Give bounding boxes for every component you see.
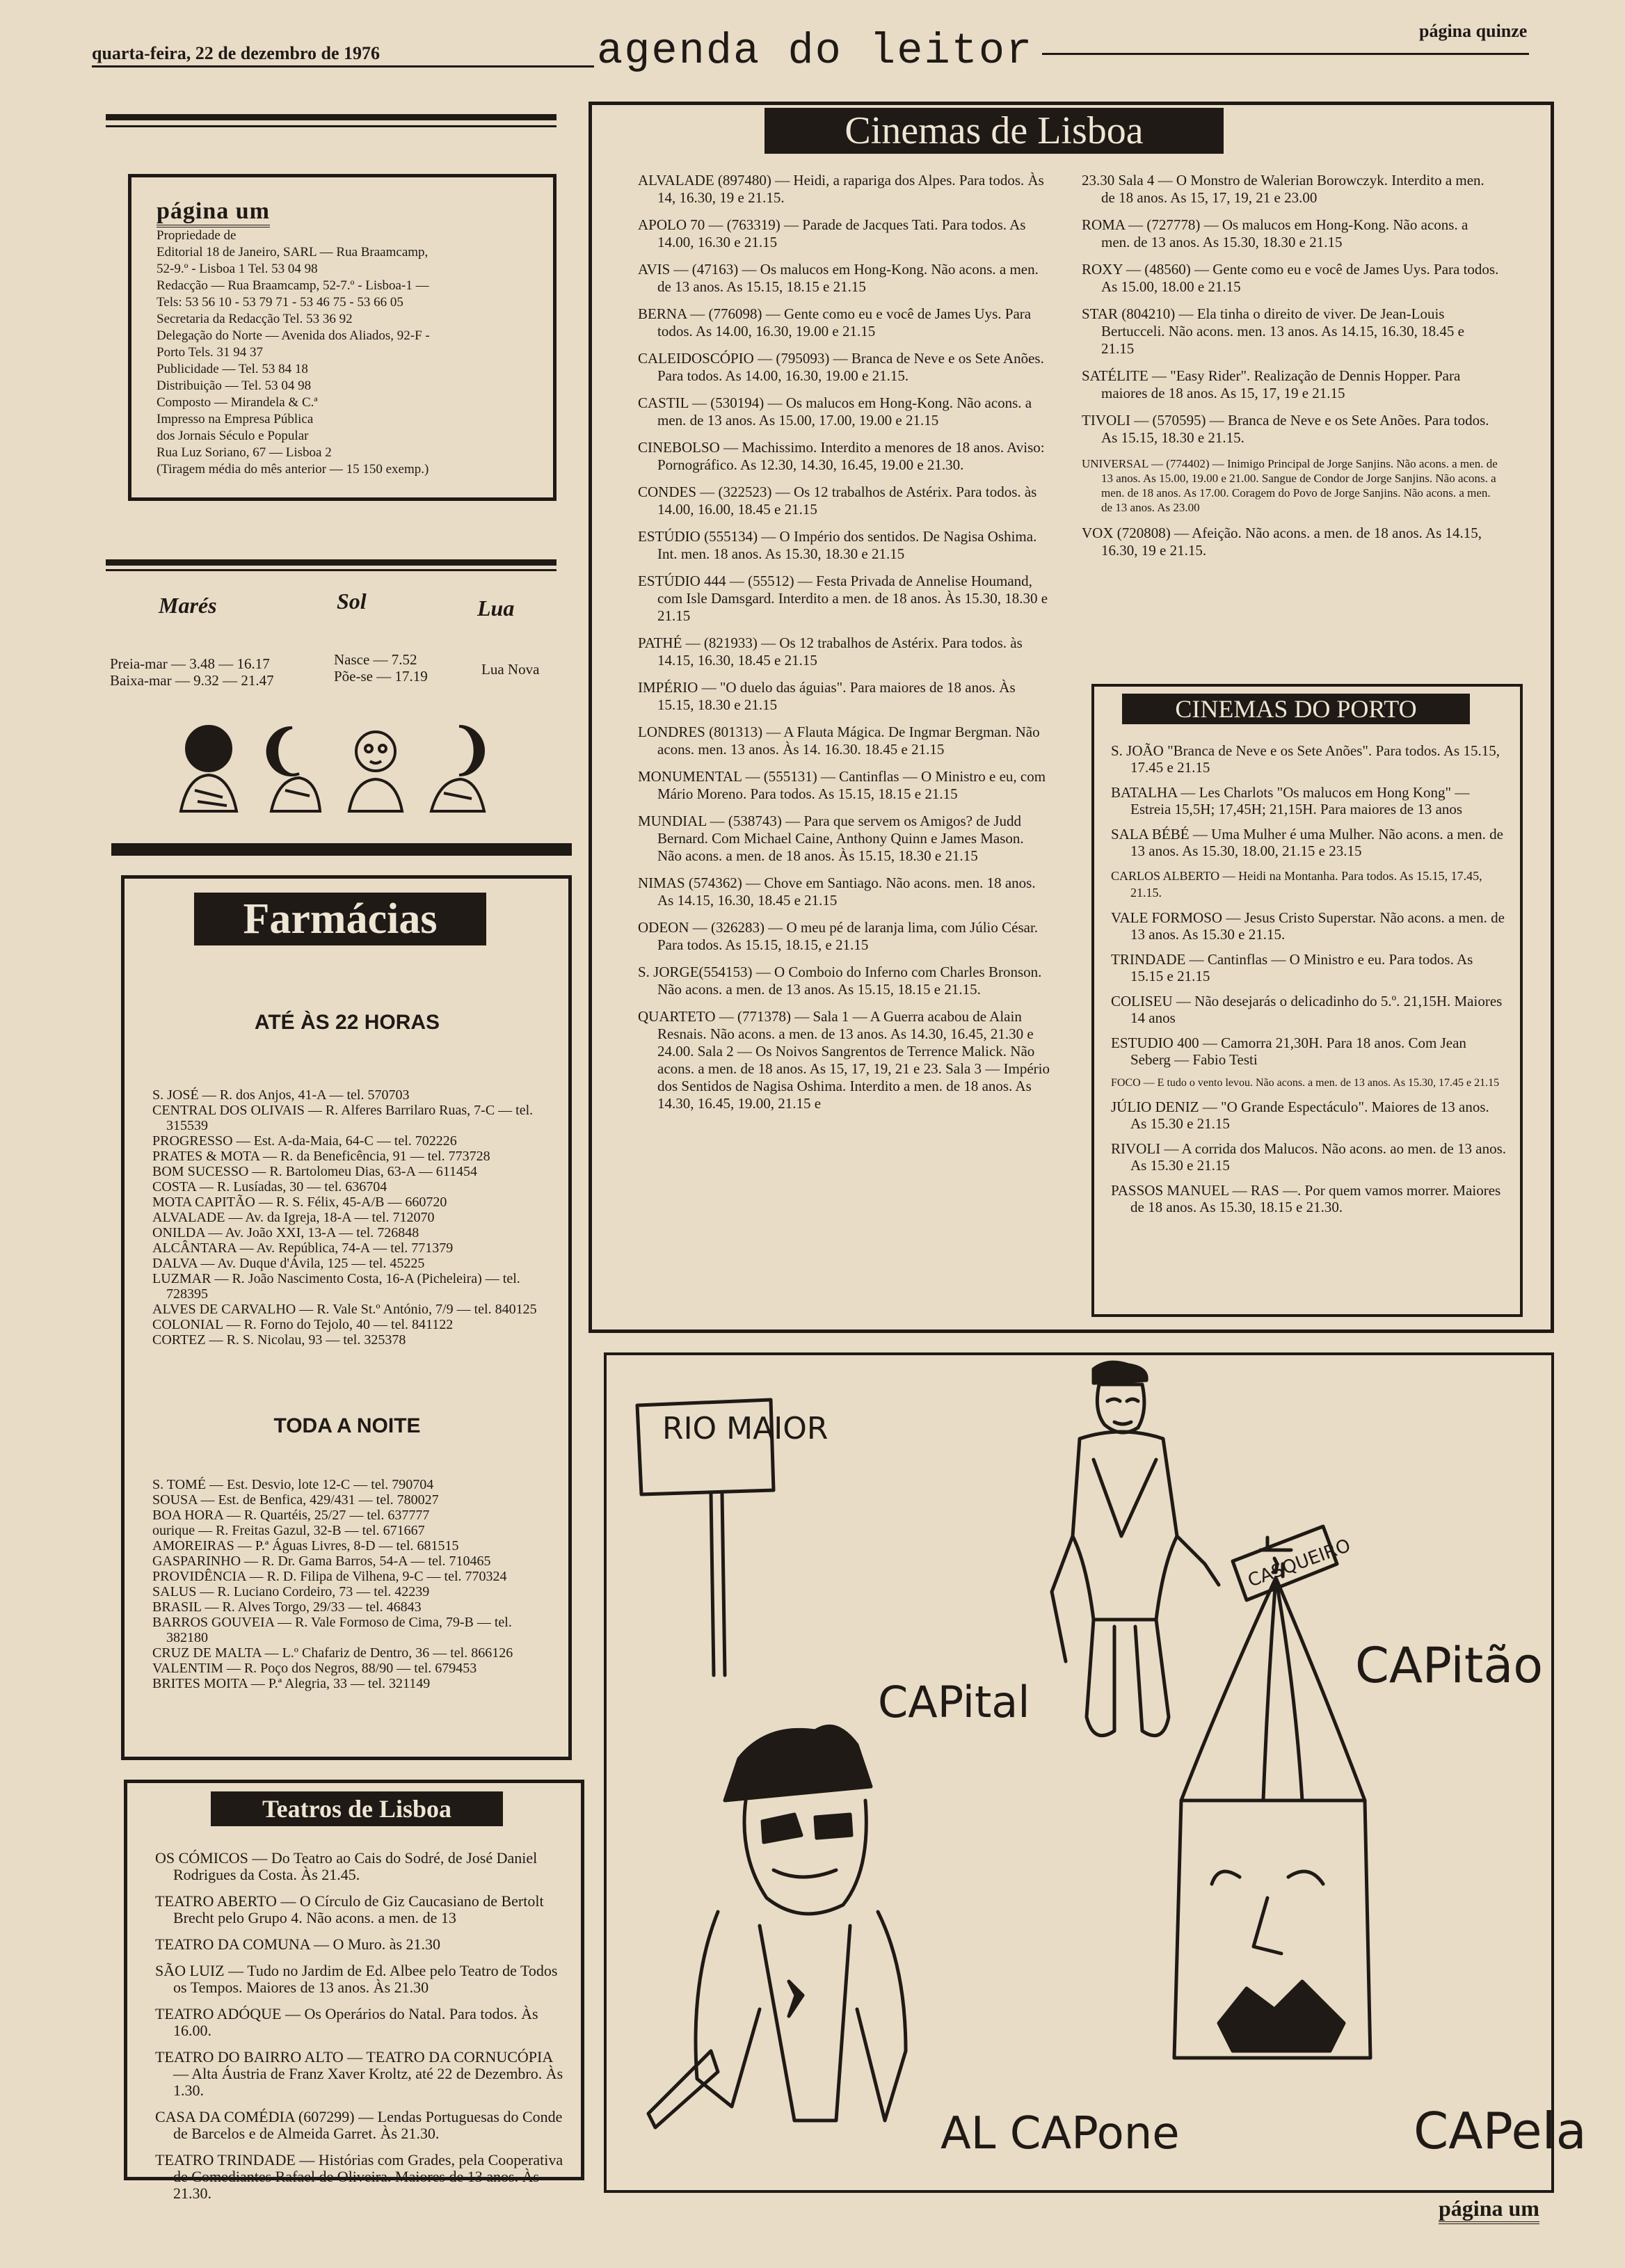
teatros-title: Teatros de Lisboa	[211, 1791, 503, 1826]
pharmacy-entry: CENTRAL DOS OLIVAIS — R. Alferes Barrilaro Ruas, 7-C — tel. 315539	[152, 1103, 534, 1133]
header-rule-right	[1042, 53, 1529, 55]
teatro-entry: TEATRO TRINDADE — Histórias com Grades, pela Cooperativa de Comediantes Rafael de Oliveira. Maiores de 13 anos. Às 21.30.	[155, 2151, 563, 2202]
masthead-rule-top-2	[106, 125, 557, 127]
pharmacy-entry: S. TOMÉ — Est. Desvio, lote 12-C — tel. 790704	[152, 1477, 434, 1492]
masthead-line: (Tiragem média do mês anterior — 15 150 exemp.)	[157, 462, 429, 477]
sun-times	[334, 651, 428, 685]
moon-figure-1	[181, 726, 237, 811]
pharmacy-entry: AMOREIRAS — P.ª Águas Livres, 8-D — tel. 681515	[152, 1538, 459, 1554]
masthead-line: Redacção — Rua Braamcamp, 52-7.º - Lisboa-1 —	[157, 278, 429, 293]
alcapone-label: AL CAPone	[940, 2108, 1180, 2159]
farmacias-noite-list	[152, 1477, 549, 1691]
cinema-entry: 23.30 Sala 4 — O Monstro de Walerian Borowczyk. Interdito a men. de 18 anos. As 15, 17, 19, 21 e 23.00	[1082, 172, 1484, 206]
masthead-line: Distribuição — Tel. 53 04 98	[157, 378, 312, 393]
cinema-entry: CONDES — (322523) — Os 12 trabalhos de Astérix. Para todos. às 14.00, 16.00, 18.45 e 21.15	[638, 484, 1037, 518]
cinema-entry: ROXY — (48560) — Gente como eu e você de James Uys. Para todos. As 15.00, 18.00 e 21.15	[1082, 261, 1499, 295]
porto-cinema-entry: PASSOS MANUEL — RAS —. Por quem vamos morrer. Maiores de 18 anos. As 15.30, 18.15 e 21.30.	[1111, 1182, 1501, 1215]
cinemas-porto-list	[1111, 742, 1507, 1224]
cinema-entry: SATÉLITE — "Easy Rider". Realização de Dennis Hopper. Para maiores de 18 anos. As 15, 17, 19 e 21.15	[1082, 367, 1461, 401]
sol-label: Sol	[337, 589, 367, 614]
moon-figure-2	[268, 728, 320, 811]
pharmacy-entry: ourique — R. Freitas Gazul, 32-B — tel. 671667	[152, 1523, 425, 1538]
cinemas-lisboa-title: Cinemas de Lisboa	[765, 108, 1224, 154]
section-title: agenda do leitor	[597, 26, 1034, 76]
cinemas-lisboa-col2	[1082, 172, 1499, 569]
rio-maior-sign-text: RIO MAIOR	[662, 1411, 828, 1446]
pharmacy-entry: COSTA — R. Lusíadas, 30 — tel. 636704	[152, 1179, 387, 1195]
mares-label: Marés	[159, 593, 217, 618]
cinema-entry: MUNDIAL — (538743) — Para que servem os Amigos? de Judd Bernard. Com Michael Caine, Anthony Quinn e James Mason. Não acons. a men. de 18 anos. Às 15.15, 18.30 e 21.15	[638, 813, 1024, 864]
cinema-entry: STAR (804210) — Ela tinha o direito de viver. De Jean-Louis Bertucceli. Não acons. men. 13 anos. As 14.15, 16.30, 18.45 e 21.15	[1082, 305, 1464, 357]
cinemas-lisboa-col1	[638, 172, 1051, 1122]
alcapone-figure	[648, 1726, 906, 2127]
cinema-entry: NIMAS (574362) — Chove em Santiago. Não acons. men. 18 anos. As 14.15, 16.30, 18.45 e 21.15	[638, 875, 1036, 909]
farmacias-noite-heading: TODA A NOITE	[273, 1414, 421, 1437]
pharmacy-entry: BARROS GOUVEIA — R. Vale Formoso de Cima, 79-B — tel. 382180	[152, 1615, 512, 1645]
farmacias-box	[121, 875, 572, 1760]
pharmacy-entry: ALVES DE CARVALHO — R. Vale St.º António, 7/9 — tel. 840125	[152, 1302, 537, 1317]
capela-figure	[1174, 1538, 1370, 2058]
header-date: quarta-feira, 22 de dezembro de 1976	[92, 43, 381, 63]
farmacias-rule-top	[111, 843, 572, 856]
masthead-details	[157, 227, 532, 478]
cinema-entry: ODEON — (326283) — O meu pé de laranja lima, com Júlio César. Para todos. As 15.15, 18.15, e 21.15	[638, 919, 1039, 953]
capitao-label: CAPitão	[1355, 1637, 1544, 1694]
masthead-line: 52-9.º - Lisboa 1 Tel. 53 04 98	[157, 262, 318, 276]
porto-cinema-entry: CARLOS ALBERTO — Heidi na Montanha. Para todos. As 15.15, 17.45, 21.15.	[1111, 869, 1482, 900]
masthead-line: Secretaria da Redacção Tel. 53 36 92	[157, 312, 353, 326]
teatro-entry: TEATRO ADÓQUE — Os Operários do Natal. Para todos. Às 16.00.	[155, 2005, 538, 2039]
masthead-line: Rua Luz Soriano, 67 — Lisboa 2	[157, 445, 332, 460]
masthead-line: Tels: 53 56 10 - 53 79 71 - 53 46 75 - 53 66 05	[157, 295, 403, 310]
teatro-entry: TEATRO DO BAIRRO ALTO — TEATRO DA CORNUCÓPIA — Alta Áustria de Franz Xaver Kroltz, até 22 de Dezembro. Às 1.30.	[155, 2048, 563, 2099]
cinema-entry: TIVOLI — (570595) — Branca de Neve e os Sete Anões. Para todos. As 15.15, 18.30 e 21.15.	[1082, 412, 1489, 446]
cinema-entry: VOX (720808) — Afeição. Não acons. a men. de 18 anos. As 14.15, 16.30, 19 e 21.15.	[1082, 525, 1482, 559]
moon-phase: Lua Nova	[481, 661, 540, 678]
cinema-entry: CALEIDOSCÓPIO — (795093) — Branca de Neve e os Sete Anões. Para todos. As 14.00, 16.30, 19.00 e 21.15.	[638, 350, 1044, 384]
masthead-line: Delegação do Norte — Avenida dos Aliados, 92-F -	[157, 328, 430, 343]
pharmacy-entry: BRASIL — R. Alves Torgo, 29/33 — tel. 46843	[152, 1599, 422, 1615]
cinema-entry: CASTIL — (530194) — Os malucos em Hong-Kong. Não acons. a men. de 13 anos. As 15.00, 17.00, 19.00 e 21.15	[638, 394, 1032, 429]
lua-label: Lua	[477, 596, 515, 621]
capitao-figure	[1052, 1362, 1219, 1736]
porto-cinema-entry: FOCO — E tudo o vento levou. Não acons. a men. de 13 anos. As 15.30, 17.45 e 21.15	[1111, 1077, 1500, 1089]
cinemas-porto-title: CINEMAS DO PORTO	[1122, 694, 1470, 724]
masthead-line: Propriedade de	[157, 228, 237, 243]
cinema-entry: AVIS — (47163) — Os malucos em Hong-Kong. Não acons. a men. de 13 anos. As 15.15, 18.15 e 21.15	[638, 261, 1039, 295]
sunrise: Nasce — 7.52	[334, 651, 417, 668]
cinema-entry: PATHÉ — (821933) — Os 12 trabalhos de Astérix. Para todos. às 14.15, 16.30, 18.45 e 21.15	[638, 634, 1023, 669]
masthead-line: dos Jornais Século e Popular	[157, 429, 309, 443]
pharmacy-entry: GASPARINHO — R. Dr. Gama Barros, 54-A — tel. 710465	[152, 1554, 491, 1569]
cinema-entry: APOLO 70 — (763319) — Parade de Jacques Tati. Para todos. As 14.00, 16.30 e 21.15	[638, 216, 1026, 250]
pharmacy-entry: CORTEZ — R. S. Nicolau, 93 — tel. 325378	[152, 1332, 406, 1348]
pharmacy-entry: S. JOSÉ — R. dos Anjos, 41-A — tel. 570703	[152, 1087, 410, 1103]
cinema-entry: BERNA — (776098) — Gente como eu e você de James Uys. Para todos. As 14.00, 16.30, 19.00 e 21.15	[638, 305, 1032, 340]
porto-cinema-entry: JÚLIO DENIZ — "O Grande Espectáculo". Maiores de 13 anos. As 15.30 e 21.15	[1111, 1099, 1489, 1132]
teatro-entry: OS CÓMICOS — Do Teatro ao Cais do Sodré, de José Daniel Rodrigues da Costa. Às 21.45.	[155, 1849, 538, 1883]
teatro-entry: CASA DA COMÉDIA (607299) — Lendas Portuguesas do Conde de Barcelos e de Almeida Garret. Às 21.30.	[155, 2108, 563, 2142]
cinema-entry: QUARTETO — (771378) — Sala 1 — A Guerra acabou de Alain Resnais. Não acons. a men. de 13 anos. As 14.30, 16.45, 21.30 e 24.00. Sala 2 — Os Noivos Sangrentos de Terrence Malick. Não acons. a men. de 18 anos. As 15, 17, 19, 21 e 23. Sala 3 — Império dos Sentidos de Nagisa Oshima. Interdito a men. de 18 anos. As 14.30, 16.45, 19.00, 21.15 e	[638, 1008, 1050, 1112]
porto-cinema-entry: S. JOÃO "Branca de Neve e os Sete Anões". Para todos. As 15.15, 17.45 e 21.15	[1111, 742, 1500, 776]
masthead-line: Porto Tels. 31 94 37	[157, 345, 263, 360]
teatro-entry: TEATRO DA COMUNA — O Muro. às 21.30	[155, 1935, 441, 1953]
masthead-line: Impresso na Empresa Pública	[157, 412, 314, 426]
pharmacy-entry: CRUZ DE MALTA — L.º Chafariz de Dentro, 36 — tel. 866126	[152, 1645, 513, 1661]
tide-times	[110, 655, 274, 689]
porto-cinema-entry: BATALHA — Les Charlots "Os malucos em Hong Kong" — Estreia 15,5H; 17,45H; 21,15H. Para maiores de 13 anos	[1111, 784, 1470, 817]
cinema-entry: CINEBOLSO — Machissimo. Interdito a menores de 18 anos. Aviso: Pornográfico. As 12.30, 14.30, 16.45, 19.00 e 21.30.	[638, 439, 1045, 473]
capela-label: CAPela	[1414, 2102, 1587, 2160]
cartoon-drawing	[607, 1355, 1587, 2190]
baixa-mar: Baixa-mar — 9.32 — 21.47	[110, 672, 274, 689]
moon-figure-3	[349, 732, 402, 811]
cinema-entry: UNIVERSAL — (774402) — Inimigo Principal de Jorge Sanjins. Não acons. a men. de 13 anos. As 15.00, 19.00 e 21.00. Sangue de Condor de Jorge Sanjins. Não acons. a men. de 18 anos. As 17.00. Coragem do Povo de Jorge Sanjins. Não acons. a men. de 13 anos. As 23.00	[1082, 457, 1498, 514]
farmacias-22h-heading: ATÉ ÀS 22 HORAS	[254, 1011, 440, 1034]
pharmacy-entry: BRITES MOITA — P.ª Alegria, 33 — tel. 321149	[152, 1676, 431, 1691]
capital-label: CAPital	[878, 1677, 1030, 1727]
pharmacy-entry: MOTA CAPITÃO — R. S. Félix, 45-A/B — 660720	[152, 1195, 447, 1210]
page-number: página quinze	[1419, 21, 1528, 41]
teatros-box	[124, 1780, 584, 2202]
farmacias-22h-list	[152, 1087, 549, 1348]
cinemas-porto-box	[1091, 684, 1523, 1317]
masthead-rule-top	[106, 114, 557, 120]
teatro-entry: TEATRO ABERTO — O Círculo de Giz Caucasiano de Bertolt Brecht pelo Grupo 4. Não acons. a men. de 13	[155, 1892, 544, 1926]
masthead-logo: página um	[157, 198, 270, 227]
casqueiro-label: CASQUEIRO	[1244, 1535, 1354, 1592]
porto-cinema-entry: ESTUDIO 400 — Camorra 21,30H. Para 18 anos. Com Jean Seberg — Fabio Testi	[1111, 1035, 1466, 1068]
pharmacy-entry: ALCÂNTARA — Av. República, 74-A — tel. 771379	[152, 1240, 454, 1256]
teatro-entry: SÃO LUIZ — Tudo no Jardim de Ed. Albee pelo Teatro de Todos os Tempos. Maiores de 13 anos. Às 21.30	[155, 1962, 558, 1996]
pharmacy-entry: SOUSA — Est. de Benfica, 429/431 — tel. 780027	[152, 1492, 439, 1508]
pharmacy-entry: SALUS — R. Luciano Cordeiro, 73 — tel. 42239	[152, 1584, 430, 1599]
masthead-line: Editorial 18 de Janeiro, SARL — Rua Braamcamp,	[157, 245, 429, 259]
pharmacy-entry: PRATES & MOTA — R. da Beneficência, 91 — tel. 773728	[152, 1149, 490, 1164]
cinema-entry: IMPÉRIO — "O duelo das águias". Para maiores de 18 anos. Às 15.15, 18.30 e 21.15	[638, 679, 1016, 713]
masthead-line: Composto — Mirandela & C.ª	[157, 395, 318, 410]
porto-cinema-entry: TRINDADE — Cantinflas — O Ministro e eu. Para todos. As 15.15 e 21.15	[1111, 951, 1473, 984]
pharmacy-entry: PROGRESSO — Est. A-da-Maia, 64-C — tel. 702226	[152, 1133, 457, 1149]
cinema-entry: LONDRES (801313) — A Flauta Mágica. De Ingmar Bergman. Não acons. men. 13 anos. Às 14. 16.30. 18.45 e 21.15	[638, 724, 1040, 758]
cinema-entry: S. JORGE(554153) — O Comboio do Inferno com Charles Bronson. Não acons. a men. de 13 anos. As 15.15, 18.15 e 21.15.	[638, 964, 1042, 998]
cinema-entry: ALVALADE (897480) — Heidi, a rapariga dos Alpes. Para todos. Às 14, 16.30, 19 e 21.15.	[638, 172, 1044, 206]
pharmacy-entry: ONILDA — Av. João XXI, 13-A — tel. 726848	[152, 1225, 419, 1240]
tides-rule-top-2	[106, 559, 557, 566]
farmacias-title: Farmácias	[194, 893, 486, 945]
moon-phase-drawings	[167, 721, 501, 818]
masthead-box	[128, 174, 557, 501]
pharmacy-entry: BOA HORA — R. Quartéis, 25/27 — tel. 637777	[152, 1508, 430, 1523]
sunset: Põe-se — 17.19	[334, 668, 428, 685]
cinema-entry: ESTÚDIO 444 — (55512) — Festa Privada de Annelise Houmand, com Isle Damsgard. Interdito a men. de 18 anos. Às 15.30, 18.30 e 21.15	[638, 573, 1048, 624]
porto-cinema-entry: SALA BÉBÉ — Uma Mulher é uma Mulher. Não acons. a men. de 13 anos. As 15.30, 18.00, 21.15 e 23.15	[1111, 826, 1503, 859]
pharmacy-entry: LUZMAR — R. João Nascimento Costa, 16-A (Picheleira) — tel. 728395	[152, 1271, 520, 1302]
cinema-entry: MONUMENTAL — (555131) — Cantinflas — O Ministro e eu, com Mário Moreno. Para todos. As 15.15, 18.15 e 21.15	[638, 768, 1046, 802]
porto-cinema-entry: RIVOLI — A corrida dos Malucos. Não acons. ao men. de 13 anos. As 15.30 e 21.15	[1111, 1140, 1507, 1174]
tides-rule-top	[106, 569, 557, 571]
porto-cinema-entry: VALE FORMOSO — Jesus Cristo Superstar. Não acons. a men. de 13 anos. As 15.30 e 21.15.	[1111, 909, 1505, 943]
header-rule-left	[92, 65, 594, 67]
teatros-list	[155, 1850, 566, 2212]
pharmacy-entry: VALENTIM — R. Poço dos Negros, 88/90 — tel. 679453	[152, 1661, 477, 1676]
pharmacy-entry: ALVALADE — Av. da Igreja, 18-A — tel. 712070	[152, 1210, 435, 1225]
porto-cinema-entry: COLISEU — Não desejarás o delicadinho do 5.º. 21,15H. Maiores 14 anos	[1111, 993, 1503, 1026]
cinema-entry: ESTÚDIO (555134) — O Império dos sentidos. De Nagisa Oshima. Int. men. 18 anos. As 15.30, 18.30 e 21.15	[638, 528, 1037, 562]
preia-mar: Preia-mar — 3.48 — 16.17	[110, 655, 270, 672]
moon-figure-4	[431, 726, 484, 811]
pharmacy-entry: PROVIDÊNCIA — R. D. Filipa de Vilhena, 9-C — tel. 770324	[152, 1569, 507, 1584]
cinema-entry: ROMA — (727778) — Os malucos em Hong-Kong. Não acons. a men. de 13 anos. As 15.30, 18.30 e 21.15	[1082, 216, 1468, 250]
masthead-line: Publicidade — Tel. 53 84 18	[157, 362, 308, 376]
pharmacy-entry: DALVA — Av. Duque d'Ávila, 125 — tel. 45225	[152, 1256, 425, 1271]
pharmacy-entry: BOM SUCESSO — R. Bartolomeu Dias, 63-A — 611454	[152, 1164, 478, 1179]
pharmacy-entry: COLONIAL — R. Forno do Tejolo, 40 — tel. 841122	[152, 1317, 454, 1332]
sign-post	[711, 1493, 725, 1675]
cinemas-lisboa-box	[589, 102, 1554, 1333]
footer-logo: página um	[1439, 2196, 1539, 2224]
cartoon-box	[604, 1352, 1587, 2193]
